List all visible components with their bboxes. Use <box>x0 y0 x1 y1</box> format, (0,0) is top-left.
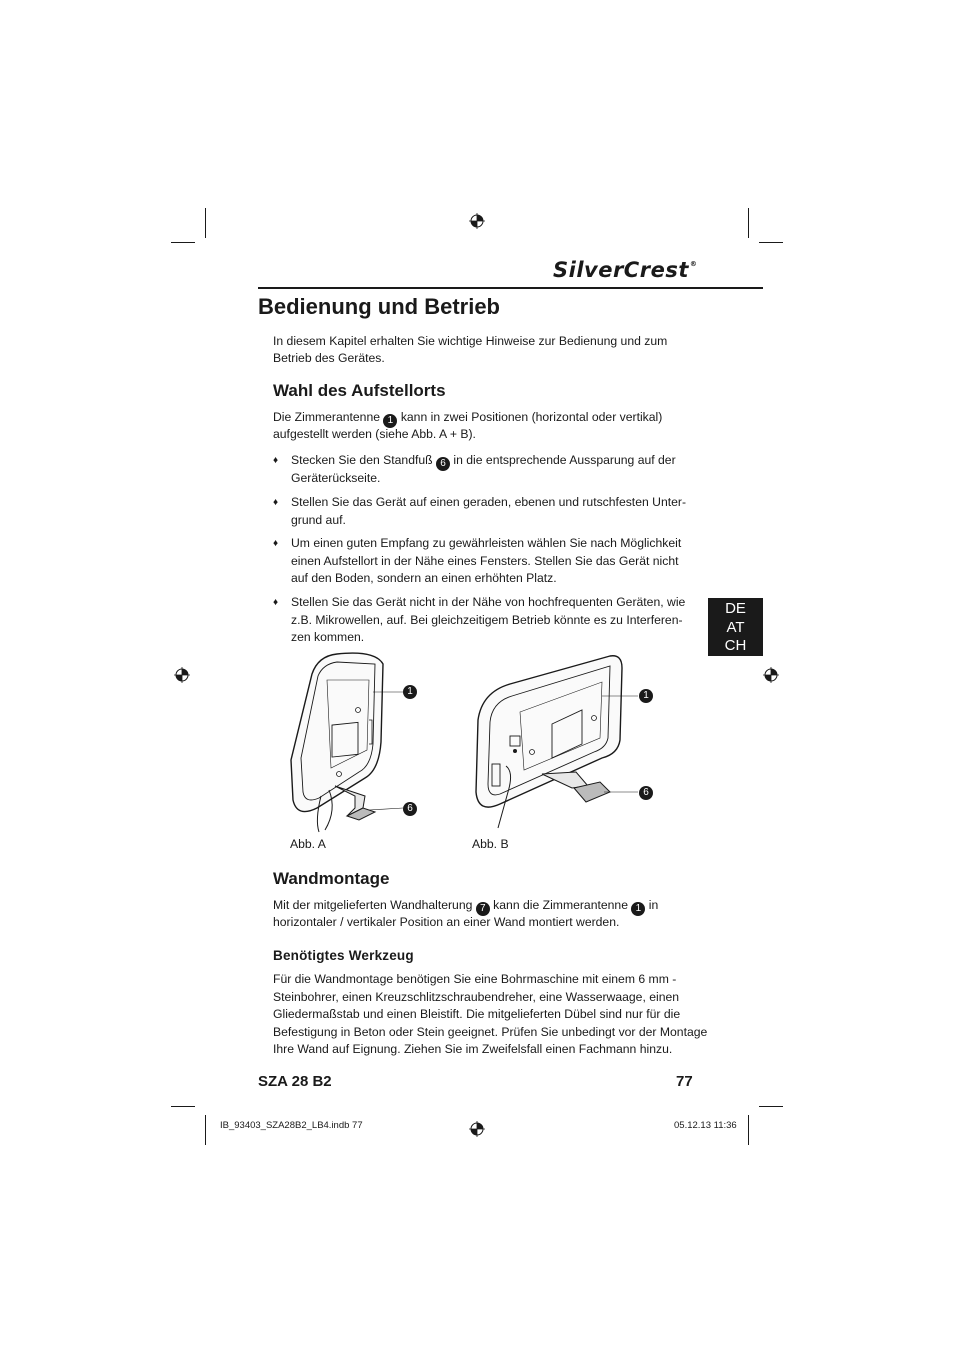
bullet-diamond-icon: ♦ <box>273 538 279 549</box>
crop-mark <box>205 208 206 238</box>
registration-mark-icon <box>469 1121 485 1137</box>
section-heading-wall-mount: Wandmontage <box>273 869 390 888</box>
figure-b-caption: Abb. B <box>472 837 509 851</box>
slug-date: 05.12.13 11:36 <box>674 1120 737 1131</box>
tools-line: Ihre Wand auf Eignung. Ziehen Sie im Zweifelsfall einen Fachmann hinzu. <box>273 1042 673 1056</box>
figure-b-illustration <box>470 652 640 842</box>
registration-mark-icon <box>469 213 485 229</box>
tools-line: Für die Wandmontage benötigen Sie eine Bohrmaschine mit einem 6 mm - <box>273 972 677 986</box>
wall-mount-paragraph-line-1: Mit der mitgelieferten Wandhalterung 7 kann die Zimmerantenne 1 in <box>273 898 659 914</box>
bullet-diamond-icon: ♦ <box>273 455 279 466</box>
subheading-tools: Benötigtes Werkzeug <box>273 948 414 963</box>
tools-line: Steinbohrer, einen Kreuzschlitzschraubendreher, eine Wasserwaage, einen <box>273 989 680 1004</box>
header-rule <box>258 287 763 289</box>
crop-mark <box>759 242 783 243</box>
bullet-diamond-icon: ♦ <box>273 597 279 608</box>
tools-line: Befestigung in Beton oder Stein geeignet. Prüfen Sie unbedingt vor der Montage <box>273 1024 708 1039</box>
brand-logo: SilverCrest® <box>553 258 698 282</box>
placement-paragraph-line-1: Die Zimmerantenne 1 kann in zwei Positionen (horizontal oder vertikal) <box>273 410 663 426</box>
figure-b-label-antenna: 1 <box>639 689 653 703</box>
footer-model: SZA 28 B2 <box>258 1073 332 1090</box>
part-number-badge: 7 <box>476 902 490 916</box>
tools-line: Gliedermaßstab und einen Bleistift. Die mitgelieferten Dübel sind nur für die <box>273 1007 681 1021</box>
part-number-badge: 1 <box>383 414 397 428</box>
figure-b-label-stand: 6 <box>639 786 653 800</box>
figure-a-caption: Abb. A <box>290 837 326 851</box>
figure-a-label-antenna: 1 <box>403 685 417 699</box>
part-number-badge: 1 <box>631 902 645 916</box>
crop-mark <box>171 242 195 243</box>
page-title: Bedienung und Betrieb <box>258 294 500 319</box>
slug-file: IB_93403_SZA28B2_LB4.indb 77 <box>220 1120 363 1131</box>
section-heading-placement: Wahl des Aufstellorts <box>273 381 446 400</box>
figure-a-label-stand: 6 <box>403 802 417 816</box>
crop-mark <box>171 1106 195 1107</box>
crop-mark <box>205 1115 206 1145</box>
registration-mark-icon <box>763 667 779 683</box>
part-number-badge: 6 <box>436 457 450 471</box>
crop-mark <box>748 1115 749 1145</box>
registration-mark-icon <box>174 667 190 683</box>
crop-mark <box>748 208 749 238</box>
intro-line-1: In diesem Kapitel erhalten Sie wichtige Hinweise zur Bedienung und zum <box>273 334 668 348</box>
intro-line-2: Betrieb des Gerätes. <box>273 351 385 365</box>
crop-mark <box>759 1106 783 1107</box>
footer-page-number: 77 <box>676 1073 693 1090</box>
wall-mount-paragraph-line-2: horizontaler / vertikaler Position an einer Wand montiert werden. <box>273 915 620 929</box>
language-tab: DE AT CH <box>708 598 763 656</box>
placement-paragraph-line-2: aufgestellt werden (siehe Abb. A + B). <box>273 427 476 441</box>
bullet-diamond-icon: ♦ <box>273 497 279 508</box>
